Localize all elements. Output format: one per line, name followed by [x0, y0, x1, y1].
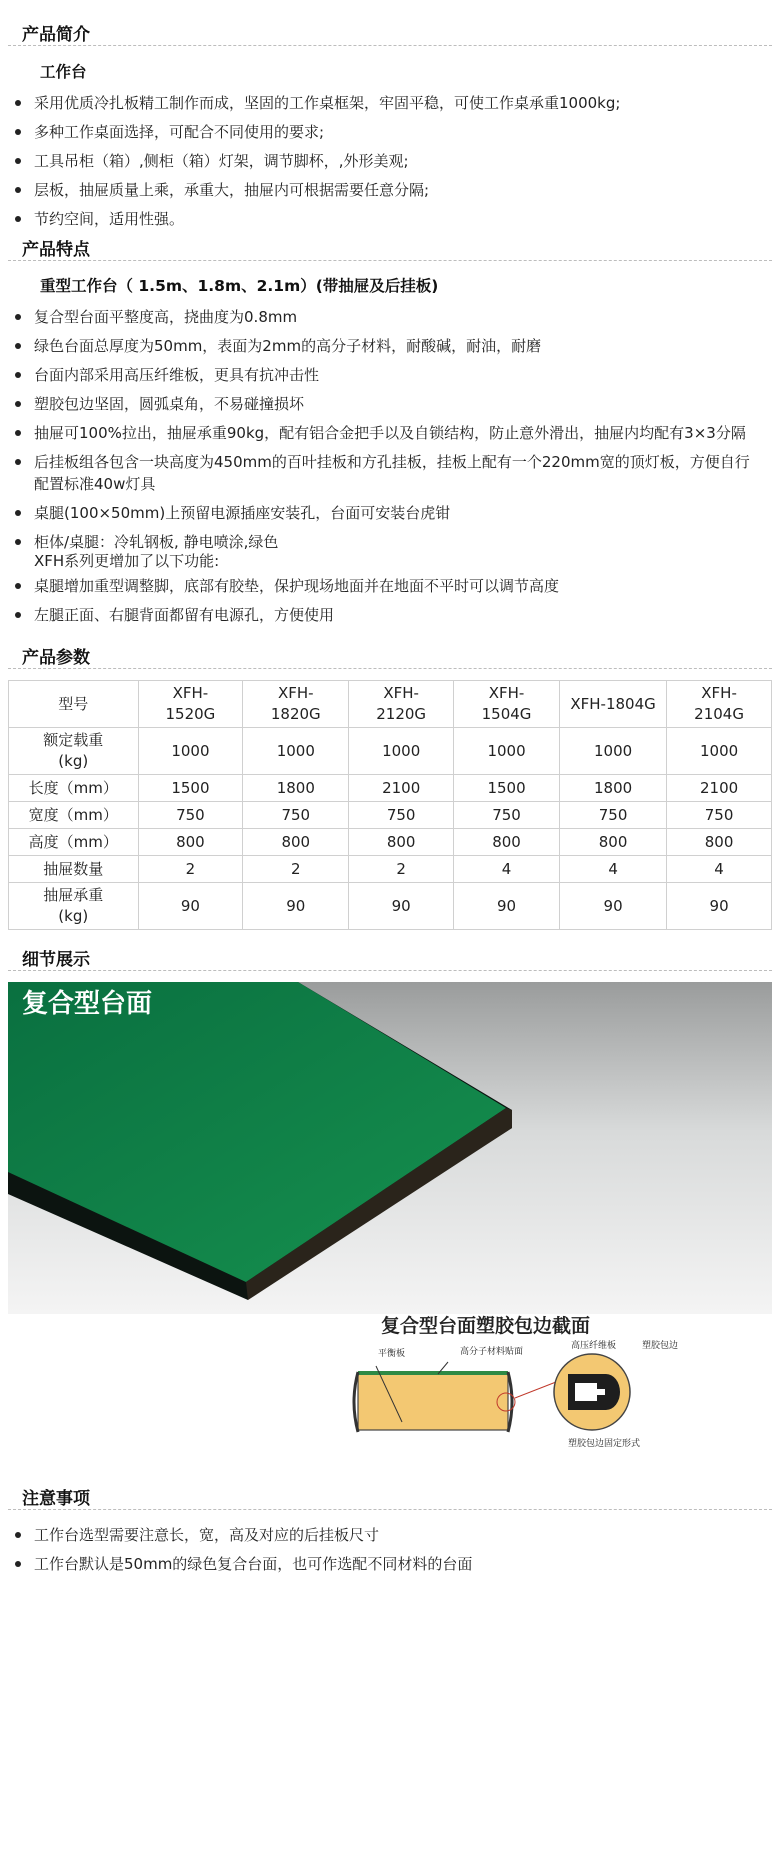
- table-cell: 2: [138, 856, 243, 883]
- list-item: 抽屉可100%拉出，抽屉承重90kg，配有铝合金把手以及自锁结构，防止意外滑出，抽屉内均配有3×3分隔: [0, 422, 779, 444]
- table-row: [9, 775, 772, 802]
- features-note: XFH系列更增加了以下功能:: [34, 552, 220, 570]
- section-title-params: 产品参数: [22, 648, 90, 668]
- section-title-features: 产品特点: [22, 240, 90, 260]
- intro-list: [0, 92, 779, 237]
- table-cell: 1500: [138, 775, 243, 802]
- list-item: 桌腿(100×50mm)上预留电源插座安装孔，台面可安装台虎钳: [0, 502, 779, 524]
- table-cell: 4: [560, 856, 667, 883]
- table-cell: 750: [243, 802, 349, 829]
- list-item: 塑胶包边坚固，圆弧桌角，不易碰撞损坏: [0, 393, 779, 415]
- row-label-cell: 长度（mm）: [9, 775, 139, 802]
- table-cell: 800: [454, 829, 560, 856]
- divider: [8, 668, 772, 669]
- list-item: 台面内部采用高压纤维板，更具有抗冲击性: [0, 364, 779, 386]
- table-cell: XFH- 2120G: [349, 681, 454, 728]
- table-cell: 1000: [560, 728, 667, 775]
- table-cell: 1000: [349, 728, 454, 775]
- label-edge-fixing: 塑胶包边固定形式: [568, 1439, 641, 1449]
- table-cell: 750: [349, 802, 454, 829]
- list-item: 工具吊柜（箱）,侧柜（箱）灯架，调节脚杯，,外形美观;: [0, 150, 779, 172]
- params-table: [8, 680, 772, 930]
- table-cell: 2: [349, 856, 454, 883]
- table-row: [9, 728, 772, 775]
- polymer-layer: [358, 1371, 508, 1375]
- list-item: 层板，抽屉质量上乘，承重大，抽屉内可根据需要任意分隔;: [0, 179, 779, 201]
- table-cell: 800: [349, 829, 454, 856]
- table-cell: 2100: [349, 775, 454, 802]
- row-label-cell: 高度（mm）: [9, 829, 139, 856]
- table-cell: 1000: [454, 728, 560, 775]
- divider: [8, 260, 772, 261]
- table-cell: 1000: [243, 728, 349, 775]
- table-cell: XFH- 1820G: [243, 681, 349, 728]
- table-cell: XFH- 1504G: [454, 681, 560, 728]
- table-cell: 1000: [667, 728, 772, 775]
- list-item: 后挂板组各包含一块高度为450mm的百叶挂板和方孔挂板，挂板上配有一个220mm宽的顶灯板，方便自行配置标准40w灯具: [0, 451, 779, 495]
- label-hpf-board: 高压纤维板: [571, 1341, 617, 1351]
- table-cell: 1000: [138, 728, 243, 775]
- label-balance-board: 平衡板: [378, 1349, 406, 1359]
- table-header-row: [9, 681, 772, 728]
- list-item: 工作台默认是50mm的绿色复合台面，也可作选配不同材料的台面: [0, 1553, 779, 1575]
- section-title-intro: 产品简介: [22, 25, 90, 45]
- table-cell: XFH-1804G: [560, 681, 667, 728]
- table-cell: 800: [138, 829, 243, 856]
- list-item: 采用优质冷扎板精工制作而成，坚固的工作桌框架，牢固平稳，可使工作桌承重1000kg;: [0, 92, 779, 114]
- table-row: [9, 883, 772, 930]
- label-plastic-edge: 塑胶包边: [642, 1341, 679, 1351]
- list-item: 工作台选型需要注意长，宽，高及对应的后挂板尺寸: [0, 1524, 779, 1546]
- list-item: 绿色台面总厚度为50mm，表面为2mm的高分子材料，耐酸碱，耐油，耐磨: [0, 335, 779, 357]
- features-subtitle: 重型工作台（ 1.5m、1.8m、2.1m）(带抽屉及后挂板): [40, 277, 439, 295]
- table-cell: 90: [560, 883, 667, 930]
- table-cell: 4: [454, 856, 560, 883]
- table-cell: 750: [667, 802, 772, 829]
- table-cell: 90: [454, 883, 560, 930]
- list-item: 复合型台面平整度高，挠曲度为0.8mm: [0, 306, 779, 328]
- table-cell: 1800: [243, 775, 349, 802]
- table-cell: 90: [243, 883, 349, 930]
- list-item: 柜体/桌腿：冷轧钢板, 静电喷涂,绿色: [0, 531, 779, 553]
- table-row: [9, 802, 772, 829]
- list-item: 节约空间，适用性强。: [0, 208, 779, 230]
- countertop-detail-image: [8, 982, 772, 1452]
- divider: [8, 1509, 772, 1510]
- list-item: 左腿正面、右腿背面都留有电源孔，方便使用: [0, 604, 779, 626]
- table-cell: 2100: [667, 775, 772, 802]
- list-item: 多种工作桌面选择，可配合不同使用的要求;: [0, 121, 779, 143]
- figure-title: 复合型台面: [22, 989, 153, 1019]
- table-cell: 750: [560, 802, 667, 829]
- table-cell: 750: [454, 802, 560, 829]
- diagram-caption: 复合型台面塑胶包边截面: [381, 1315, 591, 1337]
- table-row: [9, 829, 772, 856]
- label-polymer-surface: 高分子材料贴面: [460, 1347, 524, 1357]
- intro-subtitle: 工作台: [40, 63, 87, 81]
- row-label-cell: 抽屉数量: [9, 856, 139, 883]
- table-cell: 1500: [454, 775, 560, 802]
- row-label-cell: 宽度（mm）: [9, 802, 139, 829]
- table-cell: 800: [243, 829, 349, 856]
- divider: [8, 970, 772, 971]
- divider: [8, 45, 772, 46]
- table-cell: XFH- 1520G: [138, 681, 243, 728]
- table-cell: XFH- 2104G: [667, 681, 772, 728]
- table-cell: 800: [560, 829, 667, 856]
- features-list: [0, 306, 779, 560]
- row-label-cell: 额定载重 (kg): [9, 728, 139, 775]
- list-item: 桌腿增加重型调整脚，底部有胶垫，保护现场地面并在地面不平时可以调节高度: [0, 575, 779, 597]
- table-cell: 750: [138, 802, 243, 829]
- features-extra-list: [0, 575, 779, 633]
- table-cell: 800: [667, 829, 772, 856]
- table-cell: 90: [667, 883, 772, 930]
- table-cell: 4: [667, 856, 772, 883]
- table-row: [9, 856, 772, 883]
- notes-list: [0, 1524, 779, 1582]
- section-title-details: 细节展示: [22, 950, 90, 970]
- section-title-notes: 注意事项: [22, 1489, 90, 1509]
- table-cell: 90: [349, 883, 454, 930]
- core-board: [358, 1374, 508, 1430]
- table-cell: 90: [138, 883, 243, 930]
- table-cell: 1800: [560, 775, 667, 802]
- row-label-cell: 型号: [9, 681, 139, 728]
- table-cell: 2: [243, 856, 349, 883]
- row-label-cell: 抽屉承重 (kg): [9, 883, 139, 930]
